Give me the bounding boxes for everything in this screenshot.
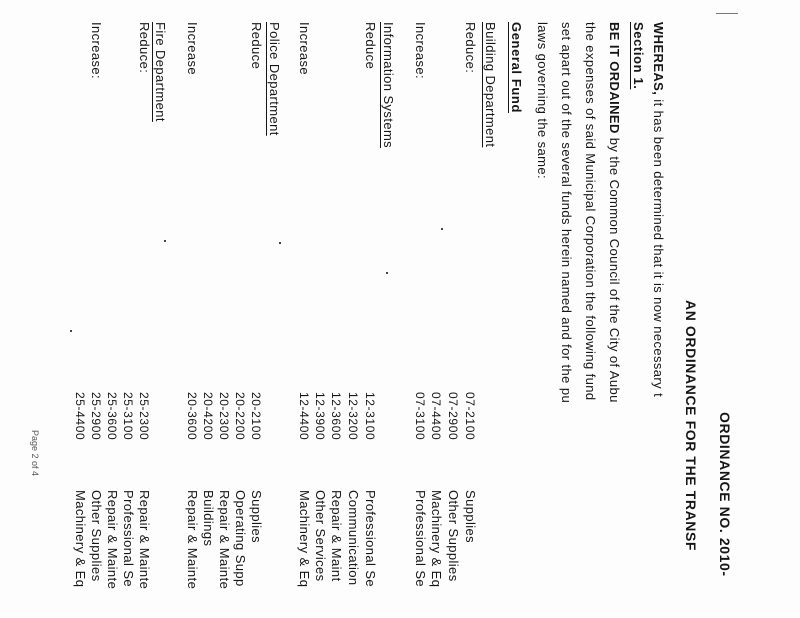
- ordinance-title: ORDINANCE NO. 2010-: [717, 412, 733, 577]
- account-code: 12-3100: [363, 392, 377, 441]
- account-code: 20-2300: [217, 392, 231, 441]
- account-description: Repair & Mainte: [217, 490, 232, 590]
- body-line-3: set apart out of the several funds herein named and for the pu: [559, 22, 574, 404]
- account-description: Repair & Maint: [329, 490, 344, 582]
- scan-speck: [441, 228, 443, 230]
- ordinance-subtitle: AN ORDINANCE FOR THE TRANSF: [683, 300, 699, 552]
- account-code: 25-3100: [121, 392, 135, 441]
- account-code: 25-2300: [137, 392, 151, 441]
- account-description: Supplies: [249, 490, 264, 544]
- account-description: Buildings: [201, 490, 216, 547]
- account-description: Other Services: [313, 490, 328, 582]
- action-label: Reduce: [249, 22, 264, 70]
- action-label: Increase:: [89, 22, 104, 80]
- action-label: Reduce:: [463, 22, 478, 74]
- scan-speck: [164, 240, 166, 242]
- account-code: 12-3200: [346, 392, 360, 441]
- scan-speck: [386, 272, 388, 274]
- department-heading: Fire Department: [153, 22, 168, 122]
- account-description: Repair & Mainte: [105, 490, 120, 590]
- account-code: 20-3600: [185, 392, 199, 441]
- account-description: Machinery & Eq: [73, 490, 88, 588]
- scan-speck: [279, 242, 281, 244]
- whereas-text: it has been determined that it is now necessary t: [651, 95, 666, 398]
- page-number: Page 2 of 4: [30, 430, 40, 477]
- account-code: 07-3100: [413, 392, 427, 441]
- account-code: 20-2100: [249, 392, 263, 441]
- ordained-line: [608, 22, 621, 403]
- account-code: 12-4400: [297, 392, 311, 441]
- account-code: 20-4200: [201, 392, 215, 441]
- action-label: Reduce:: [137, 22, 152, 74]
- account-description: Machinery & Eq: [429, 490, 444, 588]
- account-code: 25-3600: [105, 392, 119, 441]
- action-label: Increase:: [413, 22, 428, 80]
- department-heading: Information Systems: [381, 22, 396, 149]
- ordained-label: BE IT ORDAINED: [607, 22, 622, 134]
- department-heading: Police Department: [267, 22, 282, 136]
- scan-artifact: [716, 13, 738, 14]
- action-label: Reduce: [363, 22, 378, 70]
- account-description: Professional Se: [413, 490, 428, 588]
- account-code: 12-3900: [313, 392, 327, 441]
- body-line-2: the expenses of said Municipal Corporation the following fund: [583, 22, 598, 401]
- account-code: 07-2900: [446, 392, 460, 441]
- body-line-4: laws governing the same:: [535, 22, 550, 180]
- account-description: Supplies: [463, 490, 478, 544]
- ordained-text: by the Common Council of the City of Aubu: [607, 133, 622, 403]
- account-description: Communication: [346, 490, 361, 586]
- account-code: 12-3600: [329, 392, 343, 441]
- account-description: Other Supplies: [89, 490, 104, 582]
- account-description: Other Supplies: [446, 490, 461, 582]
- whereas-line: [652, 22, 665, 397]
- account-code: 20-2200: [233, 392, 247, 441]
- whereas-label: WHEREAS,: [651, 22, 666, 96]
- general-fund-heading: General Fund: [509, 22, 524, 113]
- account-code: 25-2900: [89, 392, 103, 441]
- action-label: Increase: [297, 22, 312, 76]
- account-code: 25-4400: [73, 392, 87, 441]
- action-label: Increase: [185, 22, 200, 76]
- department-heading: Building Department: [483, 22, 498, 148]
- section-heading: Section 1.: [631, 22, 646, 90]
- account-description: Operating Supp: [233, 490, 248, 587]
- scan-speck: [70, 330, 72, 332]
- account-description: Repair & Mainte: [185, 490, 200, 590]
- account-description: Professional Se: [121, 490, 136, 588]
- account-description: Repair & Mainte: [137, 490, 152, 590]
- account-code: 07-2100: [463, 392, 477, 441]
- account-code: 07-4400: [429, 392, 443, 441]
- account-description: Professional Se: [363, 490, 378, 588]
- account-description: Machinery & Eq: [297, 490, 312, 588]
